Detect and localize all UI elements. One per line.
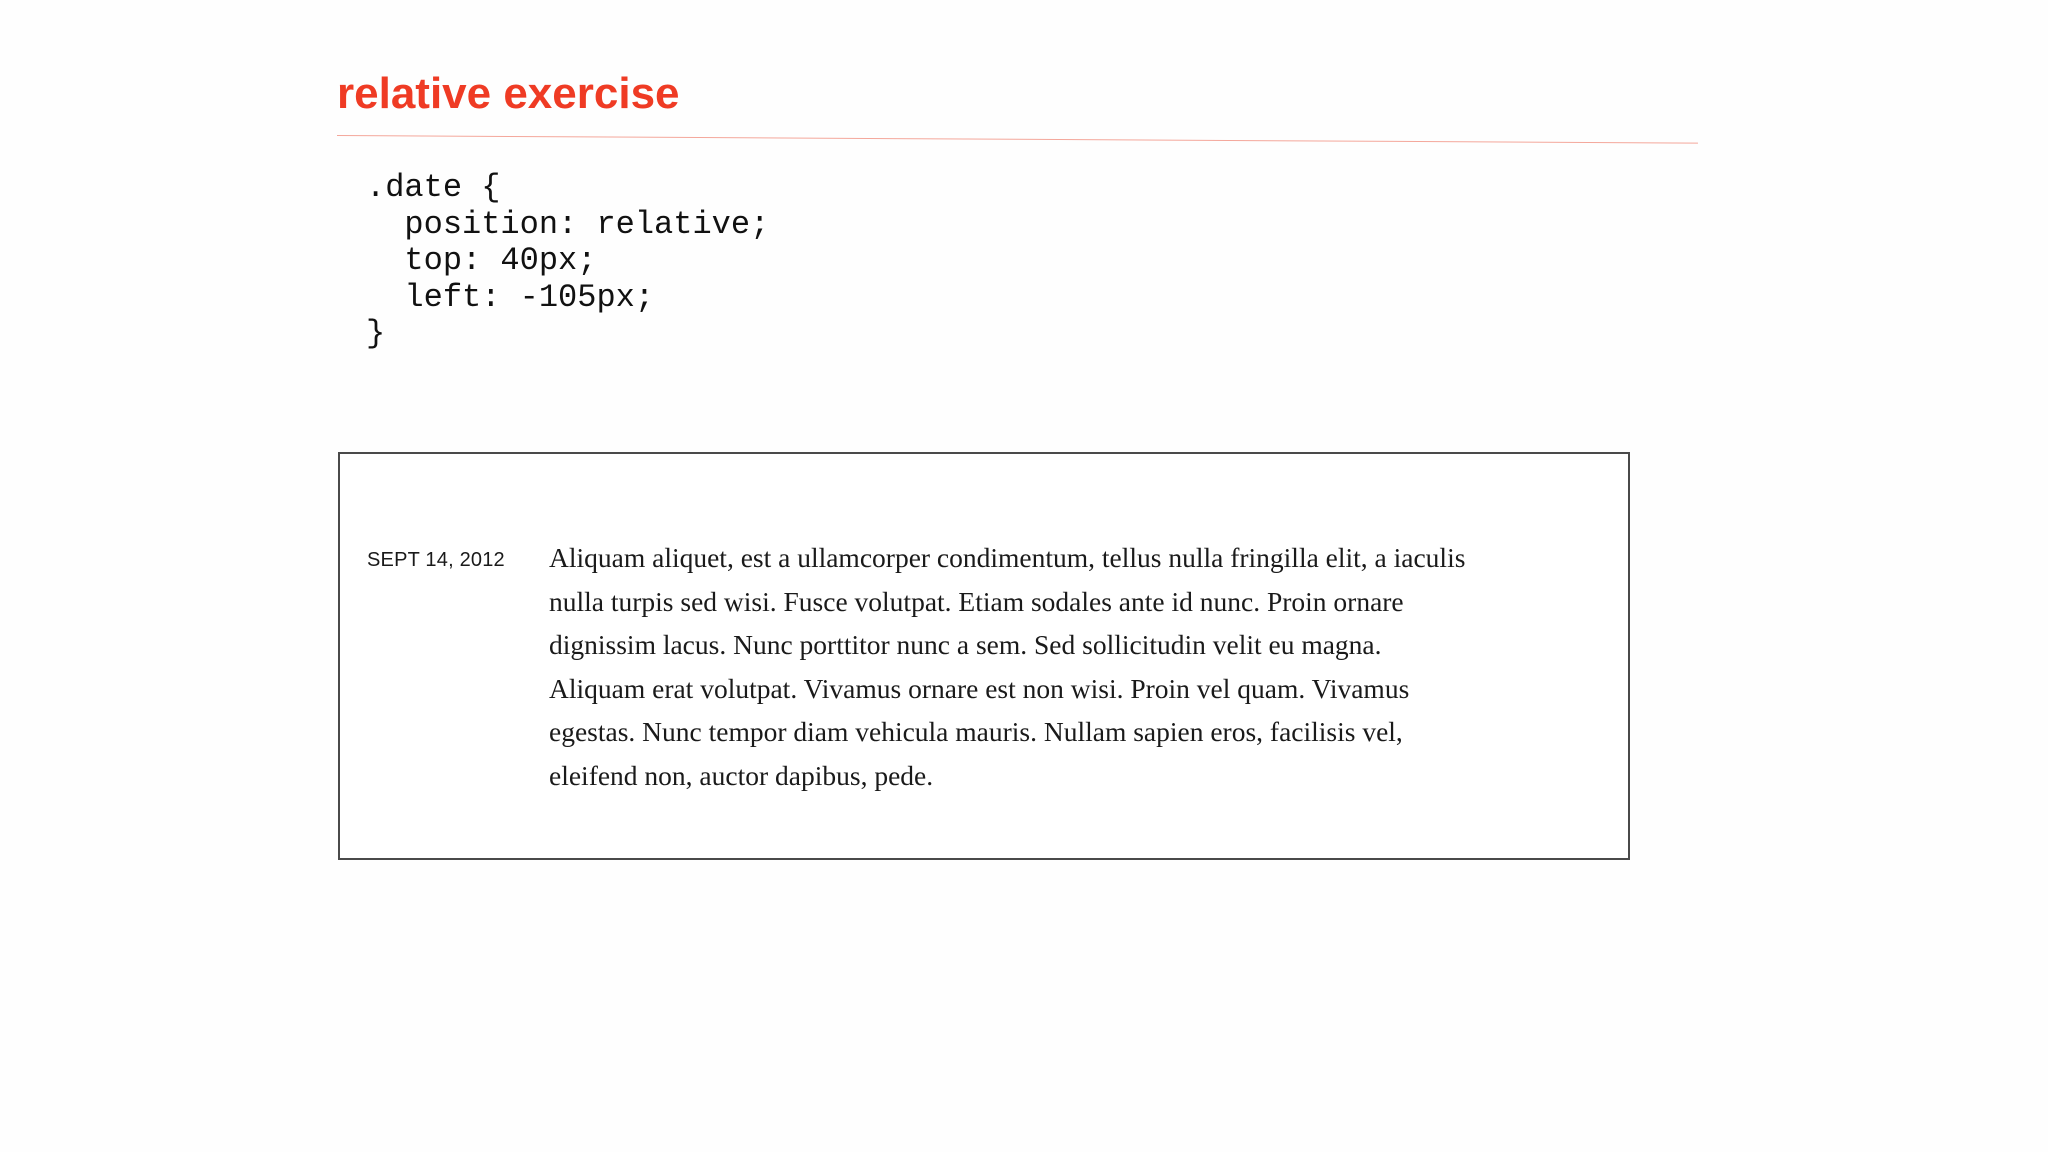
post-body-text [549, 536, 1609, 797]
code-line: left: -105px; [366, 278, 655, 316]
code-line: top: 40px; [366, 242, 597, 279]
body-text-line: egestas. Nunc tempor diam vehicula mauris. Nullam sapien eros, facilisis vel, [549, 716, 1403, 747]
example-output-box [338, 452, 1630, 860]
body-text-line: eleifend non, auctor dapibus, pede. [549, 759, 934, 791]
body-text-line: nulla turpis sed wisi. Fusce volutpat. Etiam sodales ante id nunc. Proin ornare [549, 585, 1404, 617]
body-text-line: Aliquam erat volutpat. Vivamus ornare est non wisi. Proin vel quam. Vivamus [549, 672, 1410, 704]
body-text-line: dignissim lacus. Nunc porttitor nunc a sem. Sed sollicitudin velit eu magna. [549, 629, 1382, 660]
post-date: SEPT 14, 2012 [367, 549, 505, 571]
code-line: .date { [366, 169, 501, 206]
code-line: } [366, 315, 386, 352]
title-divider [337, 135, 1698, 144]
slide-title: relative exercise [337, 69, 680, 118]
code-line: position: relative; [366, 205, 770, 243]
css-code-block [366, 170, 769, 353]
body-text-line: Aliquam aliquet, est a ullamcorper condimentum, tellus nulla fringilla elit, a iaculis [549, 542, 1466, 573]
